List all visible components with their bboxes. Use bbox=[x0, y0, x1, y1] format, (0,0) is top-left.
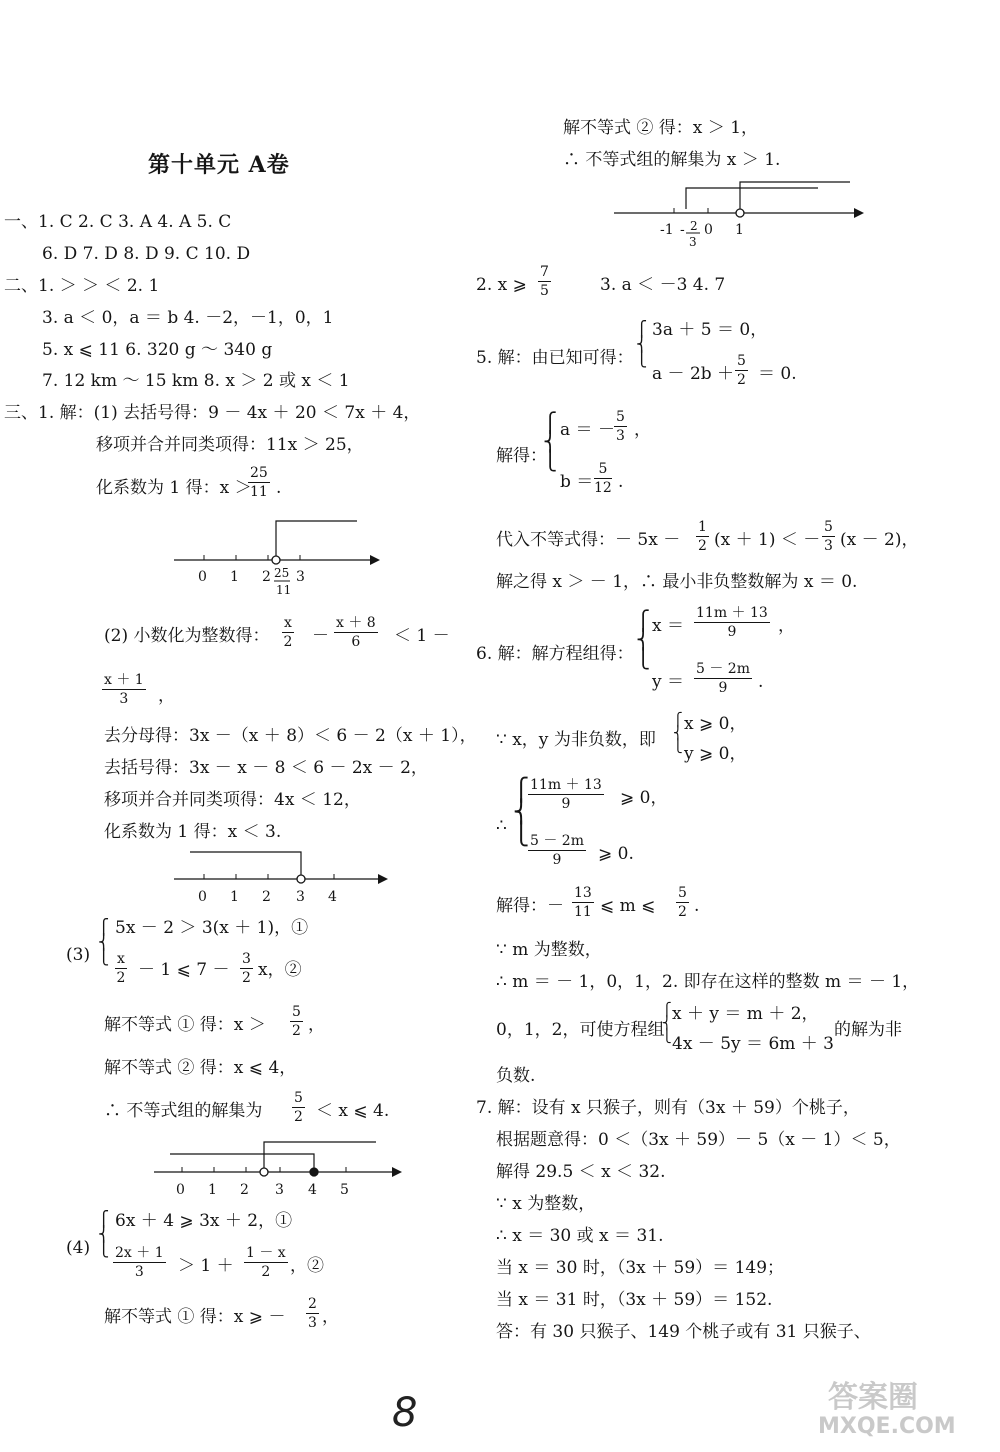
fraction: $\frac{x}{2}$ bbox=[116, 951, 126, 986]
answer-line: 去括号得：3x － x － 8 ＜ 6 － 2x － 2， bbox=[104, 758, 428, 778]
answer-line: 解不等式 ① 得：x ＞ bbox=[104, 1015, 266, 1035]
fraction: $\frac{5 - 2m}{9}$ bbox=[696, 661, 750, 696]
equation: ⩾ 0. bbox=[598, 844, 634, 864]
tick-label: - bbox=[680, 222, 685, 238]
equation: y ＝ bbox=[652, 672, 685, 692]
tick-label: 4 bbox=[328, 889, 337, 905]
answer-line: 化系数为 1 得：x ＞ bbox=[96, 478, 252, 498]
period: . bbox=[276, 478, 282, 498]
answer-line: 代入不等式得：－ 5x － bbox=[496, 530, 681, 550]
equation: ，② bbox=[290, 1256, 324, 1276]
equation: . bbox=[618, 472, 624, 492]
equation: x ⩾ 0， bbox=[684, 714, 747, 734]
fraction: $\frac{1 - x}{2}$ bbox=[246, 1245, 286, 1280]
answer-line: ∴ m ＝ － 1，0，1，2. 即存在这样的整数 m ＝ － 1， bbox=[496, 972, 920, 992]
answer-line: (2) 小数化为整数得： bbox=[104, 626, 270, 646]
tick-label: 1 bbox=[230, 569, 239, 585]
fraction: $\frac{2x + 1}{3}$ bbox=[115, 1245, 164, 1280]
answer-line: 解不等式 ② 得：x ⩽ 4， bbox=[104, 1058, 297, 1078]
fraction: $\frac{5}{3}$ bbox=[824, 519, 833, 554]
answer-line: ∵ m 为整数， bbox=[496, 940, 602, 960]
equation: ＜ x ⩽ 4. bbox=[316, 1101, 390, 1121]
tick-label: 2 bbox=[262, 569, 271, 585]
left-brace: ⎧ ⎨ ⎩ bbox=[543, 412, 558, 472]
answer-line: 解之得 x ＞ － 1，∴ 最小非负整数解为 x ＝ 0. bbox=[496, 572, 858, 592]
number-line bbox=[170, 515, 385, 605]
watermark-logo: 答案圈 bbox=[828, 1380, 918, 1415]
left-brace: ⎧ ⎨ ⎩ bbox=[513, 778, 530, 847]
fraction: $\frac{1}{2}$ bbox=[698, 519, 707, 554]
solution-ray bbox=[276, 521, 357, 556]
tick-label: 3 bbox=[689, 235, 697, 249]
fraction: $\frac{2}{3}$ bbox=[308, 1296, 317, 1331]
left-brace: ⎧ ⎨ ⎩ bbox=[98, 918, 110, 966]
equation: ， bbox=[634, 420, 651, 440]
equation: a ＝ － bbox=[560, 420, 615, 440]
fraction: $\frac{25}{11}$ bbox=[250, 465, 268, 500]
answer-line: 2. x ⩾ bbox=[476, 275, 527, 295]
punctuation: ， bbox=[158, 686, 175, 706]
answer-line: ∵ x，y 为非负数，即 bbox=[496, 730, 656, 750]
equation: x ＋ y ＝ m ＋ 2， bbox=[672, 1004, 819, 1024]
tick-label: 1 bbox=[735, 222, 744, 238]
punctuation: ， bbox=[322, 1307, 339, 1327]
punctuation: ， bbox=[308, 1015, 325, 1035]
fraction: $\frac{3}{2}$ bbox=[242, 951, 251, 986]
answer-line: 6. 解：解方程组得： bbox=[476, 644, 634, 664]
answer-line: 解得 29.5 ＜ x ＜ 32. bbox=[496, 1162, 666, 1182]
axis-arrow bbox=[378, 874, 388, 884]
left-brace: ⎧ ⎨ ⎩ bbox=[98, 1210, 110, 1258]
answer-line: 化系数为 1 得：x ＜ 3. bbox=[104, 822, 282, 842]
equation: 6x ＋ 4 ⩾ 3x ＋ 2，① bbox=[115, 1211, 293, 1231]
open-point bbox=[297, 875, 305, 883]
fraction: $\frac{13}{11}$ bbox=[574, 885, 592, 920]
axis-arrow bbox=[854, 208, 864, 218]
tick-label: 3 bbox=[296, 889, 305, 905]
fraction: $\frac{x + 1}{3}$ bbox=[104, 672, 144, 707]
page-title: 第十单元 A卷 bbox=[148, 152, 290, 178]
fraction: $\frac{5}{2}$ bbox=[294, 1090, 303, 1125]
fraction: $\frac{5}{12}$ bbox=[594, 461, 612, 496]
tick-label: 0 bbox=[198, 569, 207, 585]
equation: ＝ 0. bbox=[758, 364, 797, 384]
answer-line: 根据题意得：0 ＜（3x ＋ 59）－ 5（x － 1）＜ 5， bbox=[496, 1130, 901, 1150]
fraction: $\frac{5}{3}$ bbox=[616, 409, 625, 444]
page-number: 8 bbox=[392, 1390, 418, 1436]
answer-line: 6. D 7. D 8. D 9. C 10. D bbox=[42, 244, 251, 264]
answer-line: 负数. bbox=[496, 1066, 536, 1086]
equation: (x － 2)， bbox=[840, 530, 919, 550]
left-brace: ⎧ ⎨ ⎩ bbox=[673, 713, 683, 754]
open-point bbox=[736, 209, 744, 217]
answer-line: ∴ 不等式组的解集为 bbox=[104, 1101, 263, 1121]
answer-line: 的解为非 bbox=[834, 1020, 902, 1040]
answer-line: 7. 12 km ～ 15 km 8. x ＞ 2 或 x ＜ 1 bbox=[42, 371, 350, 391]
answer-line: 解得：－ bbox=[496, 896, 564, 916]
fraction: $\frac{7}{5}$ bbox=[540, 264, 549, 299]
answer-line: ∴ x ＝ 30 或 x ＝ 31. bbox=[496, 1226, 664, 1246]
sub-label: (4) bbox=[66, 1238, 91, 1258]
tick-label: 3 bbox=[275, 1182, 284, 1198]
fraction: $\frac{11m + 13}{9}$ bbox=[696, 605, 768, 640]
answer-line: 3. a ＜ －3 4. 7 bbox=[600, 275, 726, 295]
tick-label: 2 bbox=[240, 1182, 249, 1198]
answer-line: ∴ bbox=[496, 816, 507, 836]
tick-label: 25 bbox=[274, 566, 290, 580]
tick-label: 0 bbox=[198, 889, 207, 905]
equation: ⩾ 0， bbox=[620, 788, 668, 808]
number-line bbox=[610, 178, 870, 258]
number-line bbox=[150, 1138, 410, 1198]
answer-line: 7. 解：设有 x 只猴子，则有（3x ＋ 59）个桃子， bbox=[476, 1098, 860, 1118]
solution-ray bbox=[170, 1154, 314, 1168]
tick-label: 1 bbox=[208, 1182, 217, 1198]
axis-arrow bbox=[370, 555, 380, 565]
answer-line: 解得： bbox=[496, 446, 547, 466]
solution-ray bbox=[686, 188, 818, 209]
equation: 5x － 2 ＞ 3(x ＋ 1)，① bbox=[115, 918, 309, 938]
answer-line: 解不等式 ① 得：x ⩾ － bbox=[104, 1307, 286, 1327]
number-line bbox=[170, 845, 395, 905]
answer-line: 一、1. C 2. C 3. A 4. A 5. C bbox=[4, 212, 232, 232]
fraction: $\frac{x + 8}{6}$ bbox=[336, 615, 376, 650]
tick-label: 0 bbox=[704, 222, 713, 238]
sub-label: (3) bbox=[66, 945, 91, 965]
equation: ， bbox=[778, 616, 795, 636]
tick-label: 2 bbox=[262, 889, 271, 905]
left-brace: ⎧ ⎨ ⎩ bbox=[636, 320, 648, 368]
answer-line: 移项并合并同类项得：4x ＜ 12， bbox=[104, 790, 361, 810]
tick-label: 11 bbox=[276, 583, 292, 597]
answer-line: 当 x ＝ 31 时，（3x ＋ 59）＝ 152. bbox=[496, 1290, 773, 1310]
open-point bbox=[272, 556, 280, 564]
answer-line: 二、1. ＞ ＞ ＜ 2. 1 bbox=[4, 276, 160, 296]
answer-line: 三、1. 解：(1) 去括号得：9 － 4x ＋ 20 ＜ 7x ＋ 4， bbox=[4, 403, 421, 423]
axis-arrow bbox=[392, 1167, 402, 1177]
equation: ＞ 1 ＋ bbox=[178, 1256, 234, 1276]
solution-ray bbox=[190, 852, 301, 875]
tick-label: 3 bbox=[296, 569, 305, 585]
watermark-url: MXQE.COM bbox=[818, 1414, 956, 1439]
fraction: $\frac{5 - 2m}{9}$ bbox=[530, 833, 584, 868]
equation: ⩽ m ⩽ bbox=[600, 896, 656, 916]
equation: x，② bbox=[258, 960, 302, 980]
answer-line: 答：有 30 只猴子、149 个桃子或有 31 只猴子、 bbox=[496, 1322, 871, 1342]
answer-line: 当 x ＝ 30 时，（3x ＋ 59）＝ 149； bbox=[496, 1258, 785, 1278]
equation: － 1 ⩽ 7 － bbox=[138, 960, 230, 980]
equation: y ⩾ 0， bbox=[684, 744, 747, 764]
tick-label: 5 bbox=[340, 1182, 349, 1198]
equation: a － 2b ＋ bbox=[652, 364, 735, 384]
tick-label: 4 bbox=[308, 1182, 317, 1198]
tick-label: 1 bbox=[230, 889, 239, 905]
answer-line: 解不等式 ② 得：x ＞ 1， bbox=[563, 118, 759, 138]
left-brace: ⎧ ⎨ ⎩ bbox=[636, 610, 651, 670]
answer-line: ∴ 不等式组的解集为 x ＞ 1. bbox=[563, 150, 781, 170]
equation: x ＝ bbox=[652, 616, 684, 636]
answer-line: 0，1，2，可使方程组 bbox=[496, 1020, 665, 1040]
answer-line: 5. x ⩽ 11 6. 320 g ～ 340 g bbox=[42, 340, 273, 360]
closed-point bbox=[310, 1168, 318, 1176]
equation: (x ＋ 1) ＜ － bbox=[714, 530, 821, 550]
solution-ray bbox=[740, 182, 850, 209]
answer-line: ∵ x 为整数， bbox=[496, 1194, 596, 1214]
answer-line: 3. a ＜ 0，a ＝ b 4. －2，－1，0，1 bbox=[42, 308, 334, 328]
answer-line: 5. 解：由已知可得： bbox=[476, 348, 634, 368]
tick-label: -1 bbox=[660, 222, 674, 238]
open-point bbox=[260, 1168, 268, 1176]
tick-label: 2 bbox=[690, 219, 698, 233]
answer-line: 移项并合并同类项得：11x ＞ 25， bbox=[96, 435, 364, 455]
operator: ＜ 1 － bbox=[394, 626, 450, 646]
fraction: $\frac{5}{2}$ bbox=[737, 353, 746, 388]
equation: . bbox=[758, 672, 764, 692]
fraction: $\frac{5}{2}$ bbox=[292, 1004, 301, 1039]
equation: b ＝ bbox=[560, 472, 594, 492]
fraction: $\frac{11m + 13}{9}$ bbox=[530, 777, 602, 812]
answer-line: 去分母得：3x －（x ＋ 8）＜ 6 － 2（x ＋ 1）， bbox=[104, 726, 477, 746]
operator: － bbox=[312, 626, 329, 646]
fraction: $\frac{5}{2}$ bbox=[678, 885, 687, 920]
equation: 3a ＋ 5 ＝ 0， bbox=[652, 320, 768, 340]
equation: . bbox=[694, 896, 700, 916]
solution-ray bbox=[264, 1142, 376, 1168]
left-brace: ⎧ ⎨ ⎩ bbox=[662, 1003, 672, 1044]
equation: 4x － 5y ＝ 6m ＋ 3 bbox=[672, 1034, 834, 1054]
fraction: $\frac{x}{2}$ bbox=[283, 615, 293, 650]
tick-label: 0 bbox=[176, 1182, 185, 1198]
